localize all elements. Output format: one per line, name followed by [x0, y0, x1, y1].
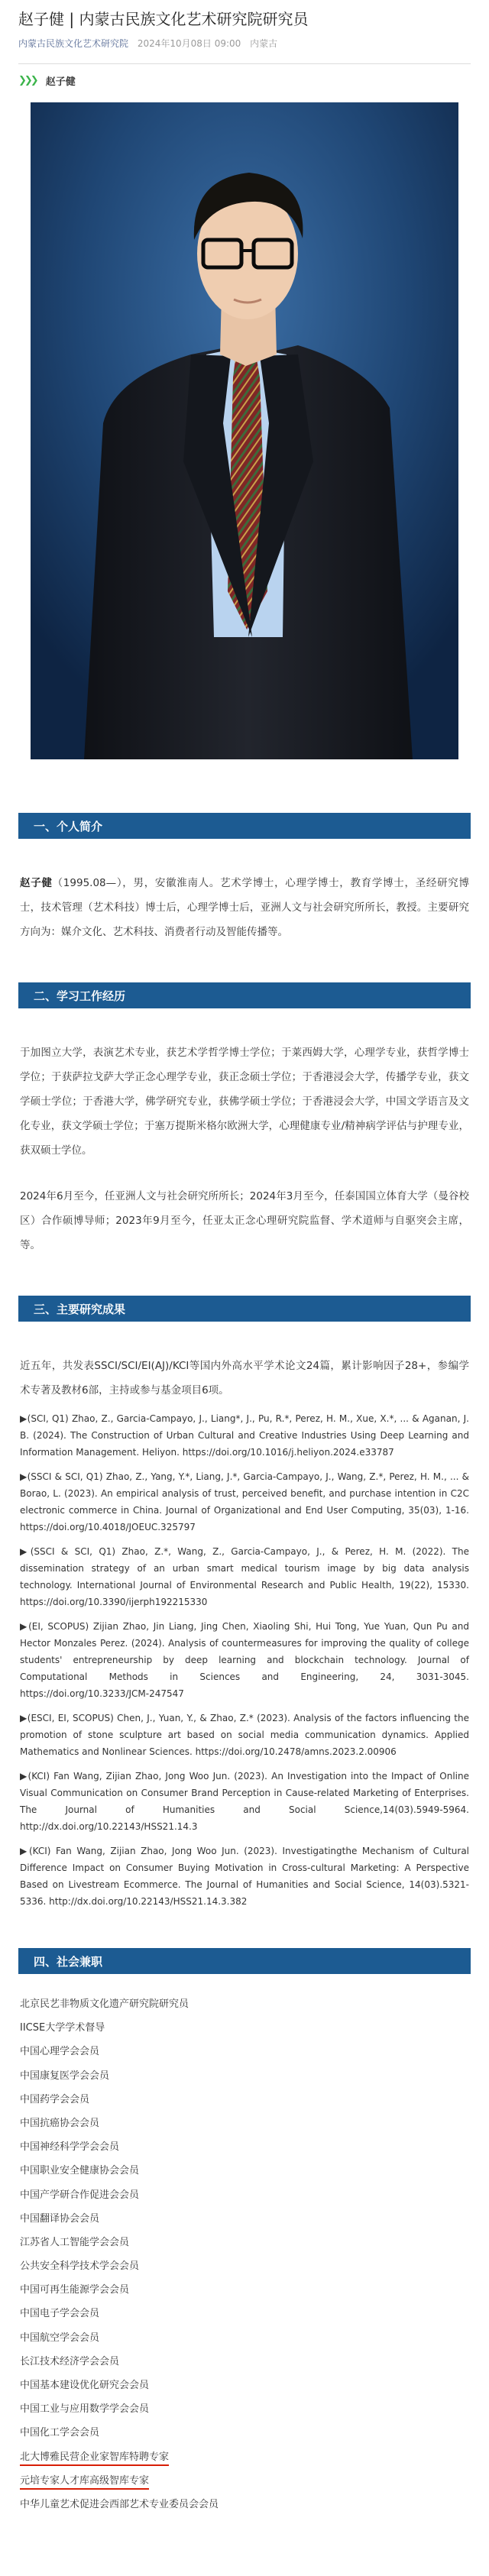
role-list	[18, 1992, 471, 2516]
education-paragraph-2: 2024年6月至今，任亚洲人文与社会研究所所长；2024年3月至今，任泰国国立体育大学（曼谷校区）合作硕博导师；2023年9月至今，任亚太正念心理研究院监督、学术道师与自驱突会主席，等。	[20, 1190, 469, 1251]
role-label: 北大博雅民营企业家智库特聘专家	[20, 2451, 169, 2466]
publication-item: ▶(SSCI & SCI, Q1) Zhao, Z.*, Wang, Z., Garcia-Campayo, J., & Perez, H. M. (2022). The dissemination strategy of an urban smart medical tourism image by big data analysis technology. International Journal of Environmental Research and Public Health, 19(22), 15330. https://doi.org/10.3390/ijerph192215330	[20, 1546, 469, 1607]
section-heading-intro: 一、个人简介	[18, 813, 471, 839]
education-paragraph-1: 于加图立大学，表演艺术专业，获艺术学哲学博士学位；于莱西姆大学，心理学专业，获哲学博士学位；于获萨拉戈萨大学正念心理学专业，获正念硕士学位；于香港浸会大学，传播学专业，获文学硕士学位；于香港大学，佛学研究专业，获佛学硕士学位；于香港浸会大学，中国文学语言及文化专业，获文学硕士学位；于塞万提斯米格尔欧洲大学，心理健康专业/精神病学评估与护理专业，获双硕士学位。	[20, 1047, 469, 1157]
role-label: IICSE大学学术督导	[20, 2022, 105, 2034]
role-item	[20, 2064, 469, 2088]
intro-name: 赵子健	[20, 877, 53, 889]
account-name-link[interactable]: 内蒙古民族文化艺术研究院	[18, 38, 129, 49]
role-label: 中国抗癌协会会员	[20, 2117, 100, 2129]
role-item	[20, 2159, 469, 2183]
chevron-icon: ❯❯❯	[18, 74, 37, 86]
role-item	[20, 2183, 469, 2207]
section-heading-research: 三、主要研究成果	[18, 1296, 471, 1322]
role-label: 中国基本建设优化研究会会员	[20, 2380, 150, 2391]
author-name: 赵子健	[45, 76, 76, 88]
role-item	[20, 1992, 469, 2016]
role-item	[20, 2135, 469, 2159]
research-intro: 近五年，共发表SSCI/SCI/EI(AJ)/KCI等国内外高水平学术论文24篇，累计影响因子28+，参编学术专著及教材6部，主持或参与基金项目6项。	[20, 1360, 469, 1396]
role-item	[20, 2469, 469, 2493]
role-label: 中国职业安全健康协会会员	[20, 2165, 140, 2177]
role-label: 北京民艺非物质文化遗产研究院研究员	[20, 1998, 189, 2010]
role-item	[20, 2112, 469, 2135]
role-item	[20, 2040, 469, 2063]
role-item	[20, 2016, 469, 2040]
article-meta	[18, 37, 471, 50]
role-label: 元培专家人才库高级智库专家	[20, 2475, 149, 2490]
publication-item: ▶(KCI) Fan Wang, Zijian Zhao, Jong Woo Jun. (2023). Investigatingthe Mechanism of Cultural Difference Impact on Consumer Buying Motivation in Cross-cultural Marketing: A Perspective Based on Livestream Ecommerce. The Journal of Humanities and Social Science, 14(03).5321-5336. http://dx.doi.org/10.22143/HSS21.14.3.382	[20, 1846, 469, 1907]
role-item	[20, 2374, 469, 2397]
role-label: 江苏省人工智能学会会员	[20, 2236, 130, 2248]
section-heading-education: 二、学习工作经历	[18, 982, 471, 1008]
role-label: 中国翻译协会会员	[20, 2212, 100, 2225]
portrait-illustration	[31, 102, 458, 759]
publication-item: ▶(KCI) Fan Wang, Zijian Zhao, Jong Woo Jun. (2023). An Investigation into the Impact of Online Visual Communication on Consumer Brand Perception in Cause-related Marketing of Enterprises. The Journal of Humanities and Social Science,14(03).5949-5964. http://dx.doi.org/10.22143/HSS21.14.3	[20, 1771, 469, 1832]
portrait-photo[interactable]	[31, 102, 458, 759]
role-label: 公共安全科学技术学会会员	[20, 2260, 140, 2273]
intro-paragraph	[18, 871, 471, 944]
role-item	[20, 2207, 469, 2231]
role-item	[20, 2445, 469, 2469]
publication-item: ▶(SCI, Q1) Zhao, Z., Garcia-Campayo, J., Liang*, J., Pu, R.*, Perez, H. M., Xue, X.*, ... & Aganan, J. B. (2024). The Construction of Urban Cultural and Creative Industries Using Deep Learning and Information Management. Heliyon. https://doi.org/10.1016/j.heliyon.2024.e33787	[20, 1413, 469, 1458]
role-label: 中国心理学会会员	[20, 2046, 100, 2058]
role-item	[20, 2397, 469, 2421]
role-item	[20, 2231, 469, 2254]
role-label: 中国航空学会会员	[20, 2332, 100, 2344]
publication-item: ▶(ESCI, EI, SCOPUS) Chen, J., Yuan, Y., & Zhao, Z.* (2023). Analysis of the factors influencing the promotion of stone sculpture art based on social media communication dynamics. Applied Mathematics and Nonlinear Sciences. https://doi.org/10.2478/amns.2023.2.00906	[20, 1713, 469, 1757]
author-tag	[18, 72, 471, 89]
role-label: 中国工业与应用数学学会会员	[20, 2403, 150, 2416]
article-title: 赵子健 | 内蒙古民族文化艺术研究院研究员	[18, 10, 309, 28]
divider	[18, 63, 471, 64]
section-heading-roles: 四、社会兼职	[18, 1948, 471, 1974]
publication-item: ▶(SSCI & SCI, Q1) Zhao, Z., Yang, Y.*, Liang, J.*, Garcia-Campayo, J., Wang, Z.*, Perez, H. M., ... & Borao, L. (2023). An empirical analysis of trust, perceived benefit, and purchase intention in C2C electronic commerce in China. Journal of Organizational and End User Computing, 35(03), 1-16. https://doi.org/10.4018/JOEUC.325797	[20, 1471, 469, 1532]
role-label: 中国电子学会会员	[20, 2308, 100, 2320]
role-label: 中国化工学会会员	[20, 2427, 100, 2439]
role-label: 中国药学会会员	[20, 2093, 90, 2105]
role-item	[20, 2421, 469, 2445]
role-item	[20, 2326, 469, 2350]
publish-location: 内蒙古	[250, 38, 278, 49]
role-label: 中国可再生能源学会会员	[20, 2284, 130, 2296]
role-label: 中国康复医学会会员	[20, 2070, 110, 2082]
intro-text: （1995.08—），男，安徽淮南人。艺术学博士，心理学博士，教育学博士，圣经研究博士，技术管理（艺术科技）博士后，心理学博士后，亚洲人文与社会研究所所长，教授。主要研究方向为：媒介文化、艺术科技、消费者行动及智能传播等。	[20, 877, 470, 938]
role-label: 中国神经科学学会会员	[20, 2141, 120, 2154]
role-label: 长江技术经济学会会员	[20, 2355, 120, 2367]
role-item	[20, 2088, 469, 2112]
publish-date: 2024年10月08日 09:00	[137, 38, 241, 49]
role-item	[20, 2302, 469, 2325]
publication-list	[18, 1410, 471, 1910]
role-item	[20, 2254, 469, 2278]
publication-item: ▶(EI, SCOPUS) Zijian Zhao, Jin Liang, Jing Chen, Xiaoling Shi, Hui Tong, Yue Yuan, Qun Pu and Hector Monzales Perez. (2024). Analysis of countermeasures for improving the quality of college students' entrepreneurship by deep learning and blockchain technology. Journal of Computational Methods in Sciences and Engineering, 24, 3031-3045. https://doi.org/10.3233/JCM-247547	[20, 1621, 469, 1699]
role-item	[20, 2278, 469, 2302]
role-item	[20, 2350, 469, 2374]
role-label: 中国产学研合作促进会会员	[20, 2189, 140, 2201]
role-item	[20, 2493, 469, 2516]
role-label: 中华儿童艺术促进会西部艺术专业委员会会员	[20, 2498, 219, 2510]
